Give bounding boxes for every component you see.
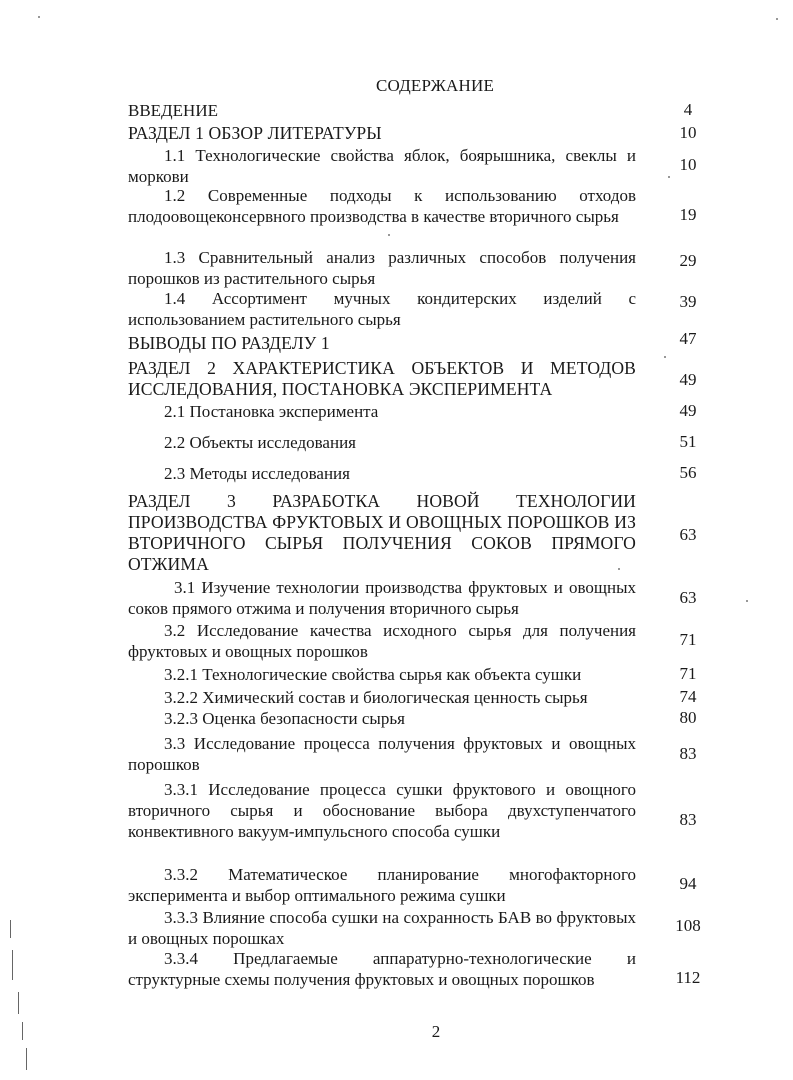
toc-entry-page: 56 — [679, 463, 697, 482]
scan-mark — [22, 1022, 23, 1040]
toc-entry-text: 1.4 Ассортимент мучных кондитерских изделий с использованием растительного сырья — [128, 289, 636, 329]
scan-dot — [664, 356, 666, 358]
scan-mark — [10, 920, 11, 938]
scan-mark — [12, 950, 13, 980]
toc-entry-page: 112 — [675, 968, 701, 987]
toc-entry-page: 47 — [679, 329, 697, 348]
toc-entry — [128, 864, 636, 906]
toc-entry-page: 83 — [679, 810, 697, 829]
toc-entry — [128, 577, 636, 619]
toc-entry-page: 71 — [679, 664, 697, 683]
scan-mark — [26, 1048, 27, 1070]
toc-entry — [128, 687, 636, 708]
toc-entry-text: 1.2 Современные подходы к использованию отходов плодоовощеконсервного производства в качестве вторичного сырья — [128, 186, 636, 226]
toc-entry-page: 4 — [683, 100, 693, 119]
scan-dot — [38, 16, 40, 18]
toc-entry — [128, 907, 636, 949]
scan-dot — [746, 600, 748, 602]
toc-entry-text: 1.1 Технологические свойства яблок, боярышника, свеклы и моркови — [128, 146, 636, 186]
toc-entry-text: 3.2.1 Технологические свойства сырья как объекта сушки — [164, 665, 582, 684]
toc-entry-page: 19 — [679, 205, 697, 224]
toc-entry — [128, 123, 636, 144]
toc-entry-page: 29 — [679, 251, 697, 270]
toc-entry — [128, 358, 636, 400]
toc-entry-page: 108 — [675, 916, 701, 935]
toc-entry — [128, 708, 636, 729]
toc-entry — [128, 432, 636, 453]
toc-entry-text: 2.1 Постановка эксперимента — [164, 402, 379, 421]
toc-entry-page: 10 — [679, 123, 697, 142]
toc-entry-text: 3.3.3 Влияние способа сушки на сохранность БАВ во фруктовых и овощных порошках — [128, 908, 636, 948]
toc-entry-text: ВЫВОДЫ ПО РАЗДЕЛУ 1 — [128, 333, 330, 353]
toc-entry-text: 3.2 Исследование качества исходного сырья для получения фруктовых и овощных порошков — [128, 621, 636, 661]
toc-entry — [128, 333, 636, 354]
page-number: 2 — [431, 1022, 441, 1041]
toc-entry-text: 3.1 Изучение технологии производства фруктовых и овощных соков прямого отжима и получения вторичного сырья — [128, 578, 636, 618]
toc-entry — [128, 491, 636, 575]
toc-entry-text: 3.3.1 Исследование процесса сушки фруктового и овощного вторичного сырья и обоснование выбора двухступенчатого конвективного вакуум-импульсного способа сушки — [128, 780, 636, 841]
toc-entry — [128, 185, 636, 227]
toc-entry-page: 49 — [679, 401, 697, 420]
toc-entry-page: 51 — [679, 432, 697, 451]
toc-entry-page: 71 — [679, 630, 697, 649]
toc-entry-text: 3.3.2 Математическое планирование многофакторного эксперимента и выбор оптимального режима сушки — [128, 865, 636, 905]
toc-entry-text: 3.3 Исследование процесса получения фруктовых и овощных порошков — [128, 734, 636, 774]
page-title: СОДЕРЖАНИЕ — [375, 76, 495, 95]
toc-entry-text: РАЗДЕЛ 3 РАЗРАБОТКА НОВОЙ ТЕХНОЛОГИИ ПРОИЗВОДСТВА ФРУКТОВЫХ И ОВОЩНЫХ ПОРОШКОВ ИЗ ВТОРИЧНОГО СЫРЬЯ ПОЛУЧЕНИЯ СОКОВ ПРЯМОГО ОТЖИМА — [128, 491, 636, 574]
toc-entry — [128, 948, 636, 990]
toc-entry — [128, 401, 636, 422]
scan-mark — [18, 992, 19, 1014]
scan-dot — [388, 234, 390, 236]
toc-entry — [128, 664, 636, 685]
toc-entry-page: 63 — [679, 588, 697, 607]
toc-entry — [128, 620, 636, 662]
toc-entry-text: ВВЕДЕНИЕ — [128, 101, 218, 120]
toc-entry — [128, 247, 636, 289]
toc-entry-page: 83 — [679, 744, 697, 763]
toc-entry — [128, 100, 636, 121]
toc-entry — [128, 733, 636, 775]
toc-entry-text: 3.3.4 Предлагаемые аппаратурно-технологические и структурные схемы получения фруктовых и овощных порошков — [128, 949, 636, 989]
toc-entry — [128, 779, 636, 842]
toc-entry — [128, 463, 636, 484]
toc-entry-page: 49 — [679, 370, 697, 389]
toc-entry — [128, 288, 636, 330]
toc-entry-text: РАЗДЕЛ 1 ОБЗОР ЛИТЕРАТУРЫ — [128, 123, 382, 143]
toc-entry-page: 39 — [679, 292, 697, 311]
toc-entry-text: РАЗДЕЛ 2 ХАРАКТЕРИСТИКА ОБЪЕКТОВ И МЕТОДОВ ИССЛЕДОВАНИЯ, ПОСТАНОВКА ЭКСПЕРИМЕНТА — [128, 358, 636, 399]
toc-entry-page: 63 — [679, 525, 697, 544]
toc-entry — [128, 145, 636, 187]
toc-entry-text: 3.2.2 Химический состав и биологическая ценность сырья — [164, 688, 588, 707]
toc-entry-text: 2.3 Методы исследования — [164, 464, 350, 483]
toc-entry-text: 1.3 Сравнительный анализ различных способов получения порошков из растительного сырья — [128, 248, 636, 288]
toc-entry-page: 94 — [679, 874, 697, 893]
scan-dot — [668, 176, 670, 178]
toc-entry-page: 74 — [679, 687, 697, 706]
toc-entry-page: 10 — [679, 155, 697, 174]
scan-dot — [776, 18, 778, 20]
scan-dot — [618, 568, 620, 570]
toc-entry-page: 80 — [679, 708, 697, 727]
toc-entry-text: 3.2.3 Оценка безопасности сырья — [164, 709, 405, 728]
toc-entry-text: 2.2 Объекты исследования — [164, 433, 356, 452]
